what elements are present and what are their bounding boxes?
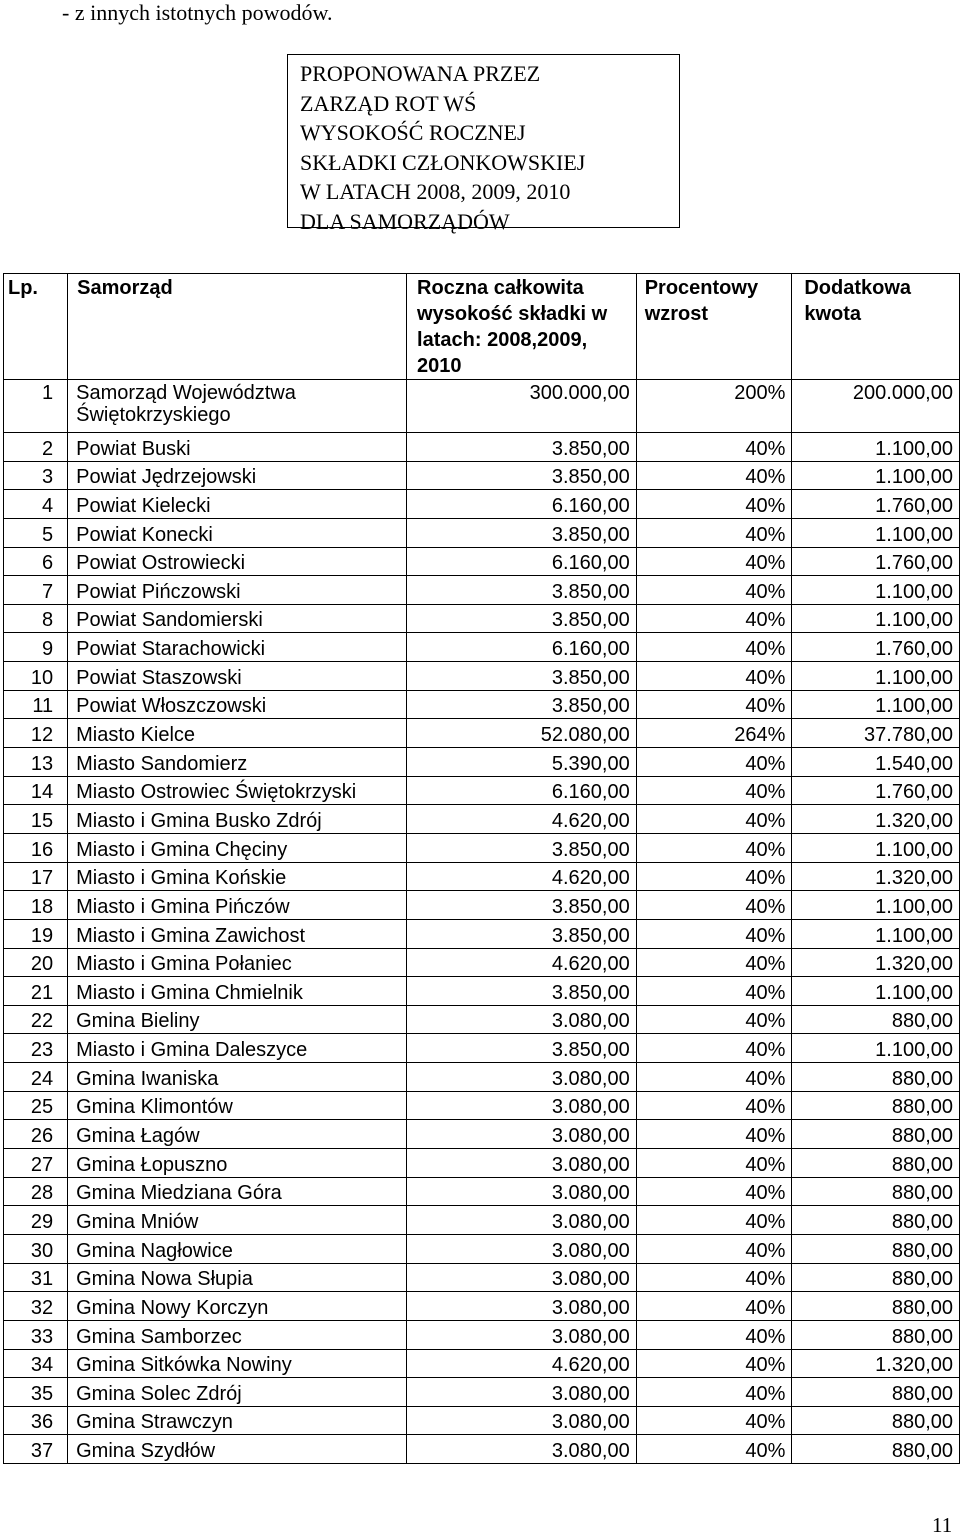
row-name: Gmina Nowa Słupia (68, 1263, 407, 1292)
row-percent: 40% (636, 547, 792, 576)
row-percent: 40% (636, 1406, 792, 1435)
row-additional: 1.320,00 (792, 805, 960, 834)
row-number: 8 (4, 604, 68, 633)
row-name: Miasto i Gmina Połaniec (68, 948, 407, 977)
table-row (4, 690, 960, 719)
row-name: Powiat Konecki (68, 518, 407, 547)
row-percent: 40% (636, 1091, 792, 1120)
row-amount: 3.850,00 (407, 891, 637, 920)
row-name: Powiat Sandomierski (68, 604, 407, 633)
title-box (287, 54, 680, 234)
row-amount: 3.080,00 (407, 1234, 637, 1263)
title-line: W LATACH 2008, 2009, 2010 (300, 179, 571, 204)
row-number: 17 (4, 862, 68, 891)
table-row (4, 1435, 960, 1464)
row-name: Samorząd Województwa Świętokrzyskiego (68, 380, 407, 433)
row-name: Gmina Szydłów (68, 1435, 407, 1464)
row-percent: 40% (636, 1378, 792, 1407)
row-number: 28 (4, 1177, 68, 1206)
row-percent: 40% (636, 1320, 792, 1349)
row-percent: 40% (636, 518, 792, 547)
row-number: 1 (4, 380, 68, 433)
row-amount: 3.850,00 (407, 604, 637, 633)
row-name: Gmina Klimontów (68, 1091, 407, 1120)
row-amount: 3.850,00 (407, 977, 637, 1006)
row-additional: 1.100,00 (792, 433, 960, 462)
row-amount: 6.160,00 (407, 547, 637, 576)
row-number: 29 (4, 1206, 68, 1235)
row-additional: 880,00 (792, 1406, 960, 1435)
row-name: Miasto i Gmina Daleszyce (68, 1034, 407, 1063)
row-amount: 4.620,00 (407, 1349, 637, 1378)
row-number: 9 (4, 633, 68, 662)
row-amount: 3.080,00 (407, 1406, 637, 1435)
contribution-table (3, 273, 960, 1464)
row-percent: 40% (636, 1349, 792, 1378)
row-additional: 880,00 (792, 1063, 960, 1092)
row-additional: 880,00 (792, 1435, 960, 1464)
row-name: Powiat Jędrzejowski (68, 461, 407, 490)
row-number: 21 (4, 977, 68, 1006)
row-name: Powiat Staszowski (68, 662, 407, 691)
row-number: 14 (4, 776, 68, 805)
row-amount: 300.000,00 (407, 380, 637, 433)
table-row (4, 1091, 960, 1120)
table-row (4, 1292, 960, 1321)
row-name: Gmina Mniów (68, 1206, 407, 1235)
row-number: 22 (4, 1005, 68, 1034)
row-percent: 40% (636, 891, 792, 920)
table-row (4, 604, 960, 633)
header-percent: Procentowy wzrost (636, 274, 792, 380)
table-header-row (4, 274, 960, 380)
table-row (4, 1120, 960, 1149)
row-percent: 40% (636, 1120, 792, 1149)
row-amount: 3.080,00 (407, 1378, 637, 1407)
row-number: 32 (4, 1292, 68, 1321)
row-additional: 880,00 (792, 1005, 960, 1034)
row-number: 34 (4, 1349, 68, 1378)
row-name: Miasto i Gmina Chmielnik (68, 977, 407, 1006)
row-percent: 40% (636, 433, 792, 462)
title-line: WYSOKOŚĆ ROCZNEJ (300, 120, 526, 145)
row-amount: 3.080,00 (407, 1149, 637, 1178)
row-amount: 5.390,00 (407, 748, 637, 777)
row-number: 5 (4, 518, 68, 547)
row-percent: 40% (636, 662, 792, 691)
row-name: Gmina Łopuszno (68, 1149, 407, 1178)
row-amount: 3.850,00 (407, 576, 637, 605)
title-line: DLA SAMORZĄDÓW (300, 208, 510, 234)
row-additional: 1.540,00 (792, 748, 960, 777)
row-number: 25 (4, 1091, 68, 1120)
row-additional: 1.100,00 (792, 1034, 960, 1063)
row-number: 19 (4, 919, 68, 948)
row-additional: 1.320,00 (792, 1349, 960, 1378)
table-row (4, 662, 960, 691)
table-row (4, 380, 960, 433)
row-number: 6 (4, 547, 68, 576)
row-amount: 3.850,00 (407, 833, 637, 862)
row-additional: 1.100,00 (792, 576, 960, 605)
row-additional: 880,00 (792, 1177, 960, 1206)
row-number: 3 (4, 461, 68, 490)
row-amount: 6.160,00 (407, 776, 637, 805)
row-amount: 4.620,00 (407, 805, 637, 834)
table-row (4, 748, 960, 777)
row-additional: 1.100,00 (792, 919, 960, 948)
table-row (4, 518, 960, 547)
row-name: Gmina Sitkówka Nowiny (68, 1349, 407, 1378)
row-name: Gmina Nowy Korczyn (68, 1292, 407, 1321)
row-percent: 40% (636, 862, 792, 891)
row-percent: 264% (636, 719, 792, 748)
row-additional: 880,00 (792, 1378, 960, 1407)
row-percent: 40% (636, 690, 792, 719)
row-name: Miasto Kielce (68, 719, 407, 748)
row-amount: 3.080,00 (407, 1005, 637, 1034)
row-additional: 1.100,00 (792, 891, 960, 920)
row-additional: 880,00 (792, 1206, 960, 1235)
table-row (4, 1406, 960, 1435)
row-number: 15 (4, 805, 68, 834)
row-name: Gmina Samborzec (68, 1320, 407, 1349)
row-amount: 3.080,00 (407, 1320, 637, 1349)
table-row (4, 1063, 960, 1092)
row-name: Miasto i Gmina Busko Zdrój (68, 805, 407, 834)
row-additional: 1.760,00 (792, 776, 960, 805)
row-percent: 40% (636, 833, 792, 862)
row-percent: 200% (636, 380, 792, 433)
row-percent: 40% (636, 776, 792, 805)
row-additional: 1.100,00 (792, 833, 960, 862)
table-row (4, 948, 960, 977)
table-row (4, 1177, 960, 1206)
row-number: 7 (4, 576, 68, 605)
row-number: 37 (4, 1435, 68, 1464)
table-row (4, 805, 960, 834)
row-percent: 40% (636, 1034, 792, 1063)
table-body (4, 380, 960, 1464)
row-name: Gmina Łagów (68, 1120, 407, 1149)
row-percent: 40% (636, 805, 792, 834)
row-additional: 880,00 (792, 1120, 960, 1149)
row-number: 16 (4, 833, 68, 862)
title-line: PROPONOWANA PRZEZ (300, 61, 541, 86)
table-row (4, 490, 960, 519)
row-additional: 880,00 (792, 1234, 960, 1263)
row-name: Gmina Nagłowice (68, 1234, 407, 1263)
row-amount: 3.850,00 (407, 919, 637, 948)
row-number: 30 (4, 1234, 68, 1263)
row-percent: 40% (636, 576, 792, 605)
row-amount: 3.080,00 (407, 1063, 637, 1092)
table-row (4, 433, 960, 462)
table-row (4, 1234, 960, 1263)
row-additional: 880,00 (792, 1292, 960, 1321)
row-number: 33 (4, 1320, 68, 1349)
row-percent: 40% (636, 1263, 792, 1292)
title-line: SKŁADKI CZŁONKOWSKIEJ (300, 149, 586, 175)
row-amount: 6.160,00 (407, 633, 637, 662)
row-name: Miasto Ostrowiec Świętokrzyski (68, 776, 407, 805)
page-number: 11 (932, 1513, 953, 1537)
row-number: 4 (4, 490, 68, 519)
table-row (4, 1034, 960, 1063)
row-name: Powiat Kielecki (68, 490, 407, 519)
header-lp: Lp. (4, 274, 68, 380)
row-additional: 880,00 (792, 1149, 960, 1178)
row-name: Powiat Starachowicki (68, 633, 407, 662)
row-name: Miasto i Gmina Pińczów (68, 891, 407, 920)
row-additional: 1.100,00 (792, 461, 960, 490)
row-additional: 1.100,00 (792, 977, 960, 1006)
row-name: Gmina Miedziana Góra (68, 1177, 407, 1206)
row-name: Miasto i Gmina Chęciny (68, 833, 407, 862)
row-additional: 1.760,00 (792, 547, 960, 576)
row-additional: 200.000,00 (792, 380, 960, 433)
row-name: Gmina Solec Zdrój (68, 1378, 407, 1407)
row-amount: 3.850,00 (407, 518, 637, 547)
row-amount: 52.080,00 (407, 719, 637, 748)
row-number: 27 (4, 1149, 68, 1178)
row-amount: 3.080,00 (407, 1435, 637, 1464)
row-amount: 3.080,00 (407, 1263, 637, 1292)
table-row (4, 719, 960, 748)
row-name: Powiat Pińczowski (68, 576, 407, 605)
title-line: ZARZĄD ROT WŚ (300, 90, 477, 116)
row-percent: 40% (636, 977, 792, 1006)
row-percent: 40% (636, 1149, 792, 1178)
row-percent: 40% (636, 1234, 792, 1263)
row-additional: 1.760,00 (792, 633, 960, 662)
row-additional: 1.100,00 (792, 518, 960, 547)
header-additional: Dodatkowa kwota (792, 274, 960, 380)
row-number: 2 (4, 433, 68, 462)
row-additional: 1.100,00 (792, 690, 960, 719)
table-row (4, 1206, 960, 1235)
intro-line: - z innych istotnych powodów. (62, 0, 333, 25)
row-number: 23 (4, 1034, 68, 1063)
row-amount: 3.850,00 (407, 690, 637, 719)
row-additional: 880,00 (792, 1263, 960, 1292)
row-number: 12 (4, 719, 68, 748)
table-row (4, 633, 960, 662)
row-number: 18 (4, 891, 68, 920)
row-number: 36 (4, 1406, 68, 1435)
table-row (4, 547, 960, 576)
row-amount: 3.080,00 (407, 1120, 637, 1149)
row-percent: 40% (636, 1177, 792, 1206)
row-number: 11 (4, 690, 68, 719)
row-amount: 3.850,00 (407, 461, 637, 490)
header-amount: Roczna całkowita wysokość składki w latach: 2008,2009, 2010 (407, 274, 637, 380)
row-percent: 40% (636, 1206, 792, 1235)
row-number: 24 (4, 1063, 68, 1092)
row-name: Miasto i Gmina Końskie (68, 862, 407, 891)
row-name: Powiat Ostrowiecki (68, 547, 407, 576)
row-amount: 3.080,00 (407, 1091, 637, 1120)
row-additional: 1.760,00 (792, 490, 960, 519)
table-row (4, 833, 960, 862)
row-percent: 40% (636, 604, 792, 633)
row-amount: 3.080,00 (407, 1206, 637, 1235)
table-row (4, 1149, 960, 1178)
row-number: 26 (4, 1120, 68, 1149)
table-row (4, 891, 960, 920)
row-number: 35 (4, 1378, 68, 1407)
row-percent: 40% (636, 948, 792, 977)
table-row (4, 1005, 960, 1034)
table-row (4, 1349, 960, 1378)
row-percent: 40% (636, 490, 792, 519)
table-row (4, 1320, 960, 1349)
row-name: Gmina Strawczyn (68, 1406, 407, 1435)
row-percent: 40% (636, 919, 792, 948)
row-additional: 880,00 (792, 1320, 960, 1349)
table-row (4, 461, 960, 490)
row-amount: 4.620,00 (407, 948, 637, 977)
row-amount: 3.850,00 (407, 433, 637, 462)
row-additional: 1.100,00 (792, 604, 960, 633)
table-row (4, 919, 960, 948)
row-additional: 1.100,00 (792, 662, 960, 691)
row-number: 20 (4, 948, 68, 977)
table-row (4, 776, 960, 805)
row-additional: 37.780,00 (792, 719, 960, 748)
row-amount: 3.850,00 (407, 662, 637, 691)
row-number: 31 (4, 1263, 68, 1292)
header-name: Samorząd (68, 274, 407, 380)
row-amount: 3.850,00 (407, 1034, 637, 1063)
row-percent: 40% (636, 1292, 792, 1321)
row-percent: 40% (636, 1435, 792, 1464)
table-row (4, 576, 960, 605)
row-amount: 3.080,00 (407, 1292, 637, 1321)
row-name: Miasto Sandomierz (68, 748, 407, 777)
table-row (4, 1378, 960, 1407)
row-name: Powiat Buski (68, 433, 407, 462)
row-additional: 1.320,00 (792, 862, 960, 891)
row-number: 13 (4, 748, 68, 777)
table-row (4, 1263, 960, 1292)
row-name: Powiat Włoszczowski (68, 690, 407, 719)
row-number: 10 (4, 662, 68, 691)
row-percent: 40% (636, 748, 792, 777)
table-row (4, 862, 960, 891)
row-amount: 3.080,00 (407, 1177, 637, 1206)
row-additional: 880,00 (792, 1091, 960, 1120)
row-additional: 1.320,00 (792, 948, 960, 977)
table-row (4, 977, 960, 1006)
row-percent: 40% (636, 633, 792, 662)
row-amount: 6.160,00 (407, 490, 637, 519)
row-name: Miasto i Gmina Zawichost (68, 919, 407, 948)
row-name: Gmina Bieliny (68, 1005, 407, 1034)
row-percent: 40% (636, 1005, 792, 1034)
row-amount: 4.620,00 (407, 862, 637, 891)
row-percent: 40% (636, 1063, 792, 1092)
row-name: Gmina Iwaniska (68, 1063, 407, 1092)
row-percent: 40% (636, 461, 792, 490)
